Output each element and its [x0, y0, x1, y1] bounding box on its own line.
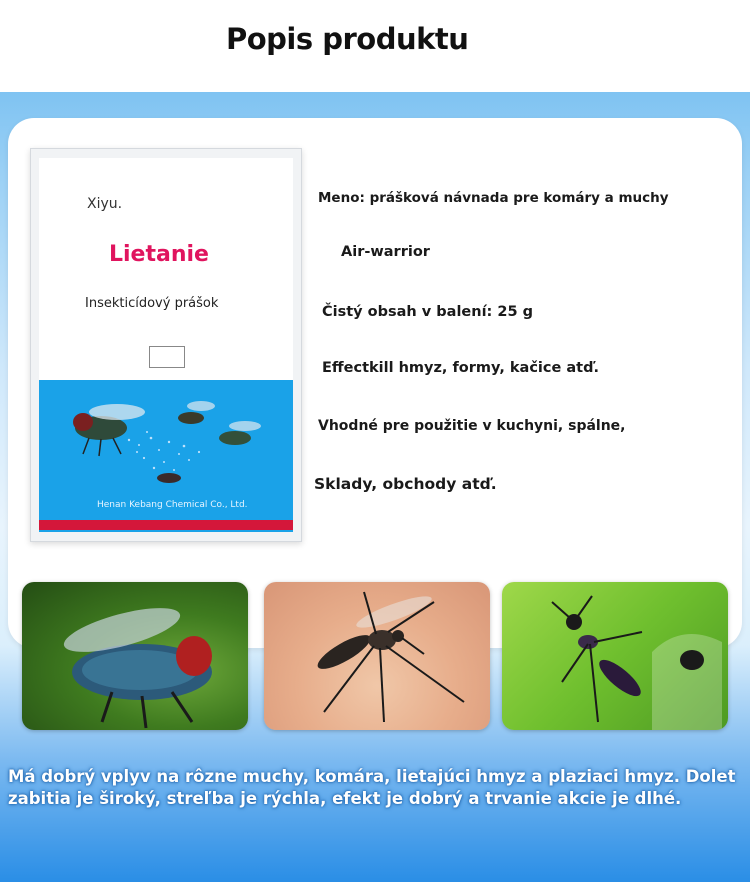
ant-icon: [502, 582, 728, 730]
package-registration-block: [153, 188, 253, 216]
package-product-name: Lietanie: [109, 242, 209, 267]
info-usage: Vhodné pre použitie v kuchyni, spálne,: [318, 418, 626, 434]
info-net-content: Čistý obsah v balení: 25 g: [322, 304, 534, 320]
product-package-image: [30, 148, 302, 542]
info-brand: Air-warrior: [341, 244, 430, 260]
fly-icon-right: [219, 421, 261, 445]
package-badge: [149, 346, 185, 368]
info-places: Sklady, obchody atď.: [314, 475, 497, 493]
fly-icon-bottom: [157, 473, 181, 483]
page-title: Popis produktu: [226, 22, 469, 56]
mosquito-icon: [264, 582, 490, 730]
info-effect: Effectkill hmyz, formy, kačice atď.: [322, 360, 599, 376]
header: [0, 0, 750, 92]
fly-icon-large: [73, 404, 145, 456]
fly-icon-small: [178, 401, 215, 424]
fly-icon: [22, 582, 248, 730]
package-company: Henan Kebang Chemical Co., Ltd.: [97, 500, 248, 510]
package-product-type: Insekticídový prášok: [85, 296, 219, 311]
package-brand: Xiyu.: [87, 196, 123, 212]
photo-ant: [502, 582, 728, 730]
package-red-bar: [39, 520, 293, 530]
description-text: Má dobrý vplyv na rôzne muchy, komára, lietajúci hmyz a plaziaci hmyz. Dolet zabitia je široký, streľba je rýchla, efekt je dobrý a trvanie akcie je dlhé.: [8, 767, 736, 808]
photo-mosquito: [264, 582, 490, 730]
flies-illustration: [39, 380, 293, 490]
photo-fly: [22, 582, 248, 730]
info-name: Meno: prášková návnada pre komáry a muchy: [318, 190, 669, 206]
package-front: [39, 158, 293, 532]
